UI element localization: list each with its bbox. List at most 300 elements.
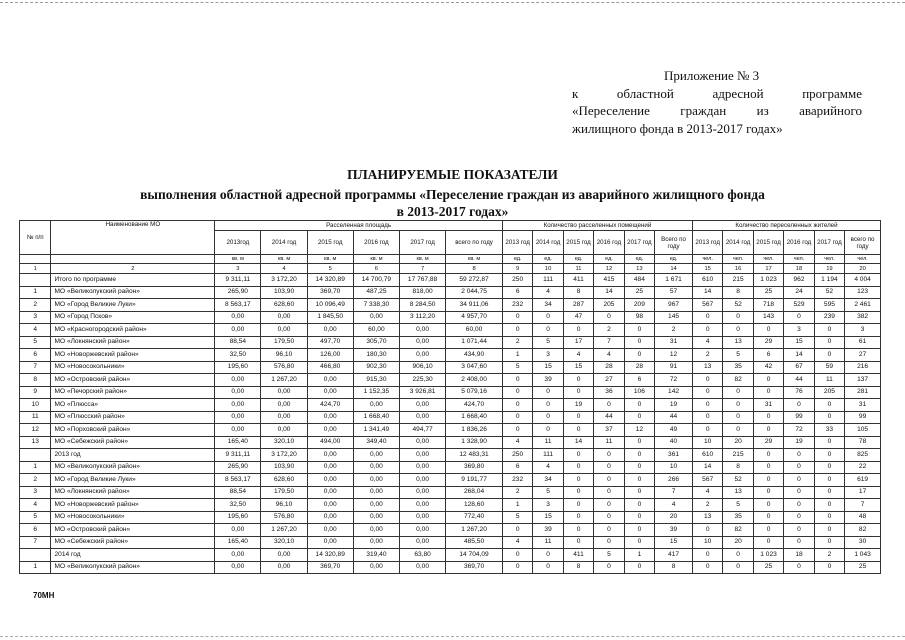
table-cell: 0 — [594, 461, 624, 474]
table-cell: 0 — [753, 511, 783, 524]
table-cell: 0 — [723, 324, 753, 337]
municipality-name: МО «Порховский район» — [51, 424, 215, 437]
table-cell: 0,00 — [307, 374, 353, 387]
table-cell: 1 845,50 — [307, 311, 353, 324]
table-cell: 15 — [563, 361, 593, 374]
table-cell: 15 — [784, 336, 814, 349]
table-cell: 5 — [533, 336, 563, 349]
table-cell: 52 — [814, 286, 844, 299]
table-cell: 0 — [563, 449, 593, 462]
municipality-name: МО «Себежский район» — [51, 436, 215, 449]
header-subcolumn: 2014 год — [723, 231, 753, 255]
table-cell: 0,00 — [353, 399, 399, 412]
table-cell: 126,00 — [307, 349, 353, 362]
table-row — [20, 486, 881, 499]
table-cell: 3 172,20 — [261, 449, 307, 462]
table-cell: 0 — [692, 311, 722, 324]
column-number: 6 — [353, 264, 399, 274]
table-cell: 48 — [845, 511, 881, 524]
table-cell: 0 — [502, 424, 532, 437]
table-cell: 2 408,00 — [446, 374, 503, 387]
table-cell: 369,70 — [307, 286, 353, 299]
unit-cell: ед. — [563, 255, 593, 264]
table-cell: 0,00 — [261, 549, 307, 562]
table-cell: 44 — [594, 411, 624, 424]
table-cell: 0,00 — [400, 336, 446, 349]
table-cell: 0 — [784, 536, 814, 549]
table-cell: 0 — [594, 399, 624, 412]
appendix-word: из — [756, 103, 769, 118]
table-cell: 0 — [533, 424, 563, 437]
row-number: 6 — [20, 349, 51, 362]
table-cell: 215 — [723, 274, 753, 287]
table-cell: 2 — [594, 324, 624, 337]
table-cell: 0 — [624, 474, 654, 487]
table-cell: 1 023 — [753, 274, 783, 287]
table-cell: 1 836,26 — [446, 424, 503, 437]
table-cell: 0 — [723, 424, 753, 437]
table-cell: 145 — [655, 311, 693, 324]
municipality-name: МО «Новосокольники» — [51, 361, 215, 374]
table-cell: 0 — [624, 449, 654, 462]
table-cell: 0 — [814, 474, 844, 487]
table-row — [20, 386, 881, 399]
table-cell: 27 — [845, 349, 881, 362]
table-cell: 0,00 — [307, 536, 353, 549]
table-cell: 225,30 — [400, 374, 446, 387]
unit-cell: чел. — [814, 255, 844, 264]
table-cell: 628,60 — [261, 299, 307, 312]
table-cell: 179,50 — [261, 336, 307, 349]
table-cell: 59 272,87 — [446, 274, 503, 287]
table-cell: 5 — [723, 349, 753, 362]
unit-cell — [20, 255, 51, 264]
table-cell: 20 — [723, 536, 753, 549]
table-cell: 0 — [753, 499, 783, 512]
table-cell: 28 — [594, 361, 624, 374]
table-cell: 0 — [533, 549, 563, 562]
table-cell: 494,00 — [307, 436, 353, 449]
municipality-name: МО «Новоржевский район» — [51, 349, 215, 362]
row-number: 2 — [20, 474, 51, 487]
table-cell: 34 — [533, 474, 563, 487]
table-cell: 967 — [655, 299, 693, 312]
table-cell: 424,70 — [446, 399, 503, 412]
table-cell: 0 — [502, 324, 532, 337]
table-cell: 0 — [563, 511, 593, 524]
municipality-name: МО «Островский район» — [51, 524, 215, 537]
table-cell: 266 — [655, 474, 693, 487]
table-cell: 8 563,17 — [215, 299, 261, 312]
column-number-row — [20, 264, 881, 274]
table-cell: 195,60 — [215, 511, 261, 524]
table-cell: 494,77 — [400, 424, 446, 437]
municipality-name: МО «Новосокольники» — [51, 511, 215, 524]
table-cell: 44 — [655, 411, 693, 424]
municipality-name: МО «Красногородский район» — [51, 324, 215, 337]
table-cell: 29 — [753, 436, 783, 449]
table-cell: 411 — [563, 549, 593, 562]
unit-cell: кв. м — [400, 255, 446, 264]
municipality-name: 2013 год — [51, 449, 215, 462]
table-cell: 0 — [814, 461, 844, 474]
table-row — [20, 311, 881, 324]
appendix-word: адресной — [712, 85, 764, 101]
table-cell: 0 — [563, 499, 593, 512]
table-cell: 0 — [502, 311, 532, 324]
table-cell: 34 — [533, 299, 563, 312]
table-cell: 3 112,20 — [400, 311, 446, 324]
table-row — [20, 424, 881, 437]
table-cell: 0 — [753, 474, 783, 487]
table-cell: 6 — [502, 286, 532, 299]
table-cell: 466,80 — [307, 361, 353, 374]
table-cell: 1 — [502, 349, 532, 362]
table-cell: 35 — [723, 361, 753, 374]
column-number: 16 — [723, 264, 753, 274]
table-cell: 0,00 — [307, 499, 353, 512]
table-cell: 165,40 — [215, 536, 261, 549]
table-cell: 434,90 — [446, 349, 503, 362]
table-cell: 19 — [784, 436, 814, 449]
column-number: 17 — [753, 264, 783, 274]
table-cell: 39 — [533, 374, 563, 387]
table-cell: 0 — [692, 324, 722, 337]
table-cell: 567 — [692, 299, 722, 312]
table-cell: 4 — [502, 436, 532, 449]
table-cell: 42 — [753, 361, 783, 374]
table-cell: 8 — [723, 461, 753, 474]
table-cell: 4 — [594, 349, 624, 362]
appendix-word: к — [572, 85, 579, 101]
table-cell: 487,25 — [353, 286, 399, 299]
row-number: 10 — [20, 399, 51, 412]
table-cell: 4 — [655, 499, 693, 512]
table-cell: 96,10 — [261, 349, 307, 362]
table-cell: 424,70 — [307, 399, 353, 412]
table-cell: 7 — [655, 486, 693, 499]
table-cell: 610 — [692, 274, 722, 287]
table-cell: 99 — [784, 411, 814, 424]
table-cell: 0,00 — [353, 536, 399, 549]
table-cell: 319,40 — [353, 549, 399, 562]
table-cell: 91 — [655, 361, 693, 374]
table-cell: 2 461 — [845, 299, 881, 312]
table-cell: 25 — [753, 286, 783, 299]
table-cell: 0 — [753, 536, 783, 549]
appendix-line-2 — [572, 85, 862, 103]
table-cell: 35 — [723, 511, 753, 524]
table-cell: 29 — [753, 336, 783, 349]
table-cell: 8 — [655, 561, 693, 574]
table-cell: 13 — [723, 336, 753, 349]
table-cell: 0 — [502, 411, 532, 424]
table-cell: 11 — [814, 374, 844, 387]
table-row — [20, 299, 881, 312]
table-cell: 8 — [563, 286, 593, 299]
header-subcolumn: 2017 год — [624, 231, 654, 255]
table-cell: 320,10 — [261, 536, 307, 549]
row-number: 2 — [20, 299, 51, 312]
table-cell: 22 — [845, 461, 881, 474]
table-cell: 232 — [502, 474, 532, 487]
table-cell: 0,00 — [307, 474, 353, 487]
table-cell: 529 — [784, 299, 814, 312]
column-number: 9 — [502, 264, 532, 274]
table-cell: 14 320,89 — [307, 274, 353, 287]
table-cell: 915,30 — [353, 374, 399, 387]
header-subcolumn: 2017 год — [400, 231, 446, 255]
table-cell: 13 — [692, 511, 722, 524]
table-cell: 31 — [655, 336, 693, 349]
table-cell: 98 — [624, 311, 654, 324]
table-cell: 0,00 — [215, 386, 261, 399]
table-cell: 215 — [723, 449, 753, 462]
column-number: 1 — [20, 264, 51, 274]
table-cell: 0 — [723, 399, 753, 412]
table-cell: 4 — [533, 286, 563, 299]
row-number: 9 — [20, 386, 51, 399]
row-number: 1 — [20, 286, 51, 299]
column-number: 18 — [784, 264, 814, 274]
table-cell: 1 671 — [655, 274, 693, 287]
table-cell: 12 — [624, 424, 654, 437]
header-group-area: Расселенная площадь — [215, 221, 503, 231]
table-row — [20, 324, 881, 337]
table-cell: 265,90 — [215, 461, 261, 474]
row-number — [20, 449, 51, 462]
table-cell: 4 — [533, 461, 563, 474]
table-cell: 485,50 — [446, 536, 503, 549]
header-subcolumn: 2013 год — [692, 231, 722, 255]
table-cell: 0 — [784, 511, 814, 524]
table-cell: 44 — [784, 374, 814, 387]
table-cell: 0 — [563, 536, 593, 549]
table-cell: 0 — [753, 486, 783, 499]
table-cell: 52 — [723, 474, 753, 487]
table-row — [20, 286, 881, 299]
table-cell: 5 — [723, 499, 753, 512]
table-cell: 8 563,17 — [215, 474, 261, 487]
table-cell: 37 — [594, 424, 624, 437]
table-cell: 0,00 — [261, 424, 307, 437]
unit-cell: кв. м — [446, 255, 503, 264]
table-cell: 382 — [845, 311, 881, 324]
unit-cell: кв. м — [261, 255, 307, 264]
table-cell: 8 — [563, 561, 593, 574]
table-cell: 32,50 — [215, 349, 261, 362]
table-cell: 250 — [502, 274, 532, 287]
table-row — [20, 549, 881, 562]
table-cell: 0,00 — [215, 374, 261, 387]
table-cell: 825 — [845, 449, 881, 462]
table-cell: 0 — [624, 399, 654, 412]
table-cell: 9 311,11 — [215, 449, 261, 462]
table-cell: 14 704,09 — [446, 549, 503, 562]
header-subcolumn: 2015 год — [563, 231, 593, 255]
table-cell: 0 — [563, 474, 593, 487]
table-cell: 0,00 — [400, 461, 446, 474]
unit-cell — [51, 255, 215, 264]
municipality-name: МО «Великолукский район» — [51, 461, 215, 474]
table-cell: 4 — [563, 349, 593, 362]
row-number: 8 — [20, 374, 51, 387]
table-row — [20, 411, 881, 424]
row-number: 3 — [20, 486, 51, 499]
table-cell: 0 — [814, 411, 844, 424]
table-cell: 417 — [655, 549, 693, 562]
table-cell: 0,00 — [400, 524, 446, 537]
column-number: 10 — [533, 264, 563, 274]
column-number: 5 — [307, 264, 353, 274]
table-cell: 0 — [624, 436, 654, 449]
table-cell: 6 — [753, 349, 783, 362]
table-cell: 180,30 — [353, 349, 399, 362]
table-cell: 6 — [502, 461, 532, 474]
table-cell: 1 668,40 — [353, 411, 399, 424]
document-title: ПЛАНИРУЕМЫЕ ПОКАЗАТЕЛИ — [347, 167, 558, 182]
table-cell: 818,00 — [400, 286, 446, 299]
table-cell: 14 — [784, 349, 814, 362]
table-cell: 0 — [814, 536, 844, 549]
table-cell: 0,00 — [215, 399, 261, 412]
table-cell: 0,00 — [353, 461, 399, 474]
table-cell: 0,00 — [307, 461, 353, 474]
table-cell: 0,00 — [400, 536, 446, 549]
unit-cell: чел. — [784, 255, 814, 264]
table-cell: 0 — [624, 524, 654, 537]
table-cell: 8 284,50 — [400, 299, 446, 312]
table-cell: 28 — [624, 361, 654, 374]
table-cell: 369,80 — [446, 461, 503, 474]
table-cell: 96,10 — [261, 499, 307, 512]
table-cell: 349,40 — [353, 436, 399, 449]
table-cell: 250 — [502, 449, 532, 462]
table-cell: 11 — [594, 436, 624, 449]
municipality-name: МО «Себежский район» — [51, 536, 215, 549]
municipality-name: МО «Локнянский район» — [51, 336, 215, 349]
header-subcolumn: 2016 год — [784, 231, 814, 255]
table-cell: 772,40 — [446, 511, 503, 524]
table-cell: 14 700,79 — [353, 274, 399, 287]
table-cell: 0 — [563, 324, 593, 337]
table-cell: 10 — [655, 461, 693, 474]
table-cell: 10 096,49 — [307, 299, 353, 312]
row-number: 11 — [20, 411, 51, 424]
row-number: 5 — [20, 511, 51, 524]
table-cell: 0,00 — [307, 386, 353, 399]
table-cell: 0 — [594, 449, 624, 462]
table-cell: 0,00 — [261, 399, 307, 412]
table-cell: 3 — [784, 324, 814, 337]
table-cell: 4 004 — [845, 274, 881, 287]
table-cell: 40 — [655, 436, 693, 449]
appendix-line-3 — [572, 102, 862, 120]
table-cell: 111 — [533, 449, 563, 462]
table-cell: 0,00 — [353, 486, 399, 499]
table-cell: 0 — [814, 399, 844, 412]
table-cell: 2 — [814, 549, 844, 562]
table-cell: 9 311,11 — [215, 274, 261, 287]
table-row — [20, 536, 881, 549]
table-cell: 33 — [814, 424, 844, 437]
table-cell: 0,00 — [353, 561, 399, 574]
table-cell: 7 — [594, 336, 624, 349]
table-cell: 0 — [784, 461, 814, 474]
table-cell: 0 — [594, 524, 624, 537]
table-cell: 4 — [502, 536, 532, 549]
table-cell: 0,00 — [261, 386, 307, 399]
column-number: 7 — [400, 264, 446, 274]
table-cell: 1 023 — [753, 549, 783, 562]
table-cell: 0,00 — [215, 424, 261, 437]
table-cell: 14 — [594, 286, 624, 299]
scan-bottom-edge — [0, 636, 905, 637]
table-cell: 2 044,75 — [446, 286, 503, 299]
table-cell: 1 194 — [814, 274, 844, 287]
column-number: 2 — [51, 264, 215, 274]
table-cell: 497,70 — [307, 336, 353, 349]
table-cell: 0 — [753, 449, 783, 462]
municipality-name: МО «Город Псков» — [51, 311, 215, 324]
table-cell: 0 — [814, 324, 844, 337]
table-cell: 0 — [624, 511, 654, 524]
table-cell: 4 — [692, 336, 722, 349]
table-cell: 1 328,90 — [446, 436, 503, 449]
header-subcolumn: 2015 год — [753, 231, 783, 255]
table-cell: 39 — [533, 524, 563, 537]
column-number: 20 — [845, 264, 881, 274]
municipality-name: МО «Великолукский район» — [51, 286, 215, 299]
table-cell: 0 — [784, 311, 814, 324]
table-cell: 0,00 — [353, 474, 399, 487]
table-cell: 232 — [502, 299, 532, 312]
table-cell: 1 267,20 — [261, 524, 307, 537]
table-cell: 103,90 — [261, 286, 307, 299]
table-cell: 209 — [624, 299, 654, 312]
table-cell: 0 — [784, 486, 814, 499]
table-cell: 78 — [845, 436, 881, 449]
table-cell: 619 — [845, 474, 881, 487]
header-subcolumn: 2014 год — [533, 231, 563, 255]
table-cell: 2 — [502, 486, 532, 499]
table-cell: 1 071,44 — [446, 336, 503, 349]
table-cell: 610 — [692, 449, 722, 462]
table-cell: 0 — [594, 511, 624, 524]
table-cell: 0 — [502, 386, 532, 399]
table-cell: 143 — [753, 311, 783, 324]
table-cell: 61 — [845, 336, 881, 349]
municipality-name: МО «Новоржевский район» — [51, 499, 215, 512]
table-cell: 0,00 — [261, 324, 307, 337]
table-cell: 0,00 — [215, 324, 261, 337]
table-cell: 15 — [533, 361, 563, 374]
table-cell: 67 — [784, 361, 814, 374]
table-cell: 0 — [723, 311, 753, 324]
column-number: 4 — [261, 264, 307, 274]
table-cell: 0,00 — [400, 349, 446, 362]
table-cell: 0 — [563, 411, 593, 424]
table-row — [20, 436, 881, 449]
table-cell: 595 — [814, 299, 844, 312]
table-cell: 0,00 — [400, 436, 446, 449]
row-number: 7 — [20, 536, 51, 549]
table-cell: 5 — [502, 361, 532, 374]
table-cell: 59 — [814, 361, 844, 374]
table-cell: 9 191,77 — [446, 474, 503, 487]
table-cell: 36 — [594, 386, 624, 399]
table-cell: 6 — [624, 374, 654, 387]
